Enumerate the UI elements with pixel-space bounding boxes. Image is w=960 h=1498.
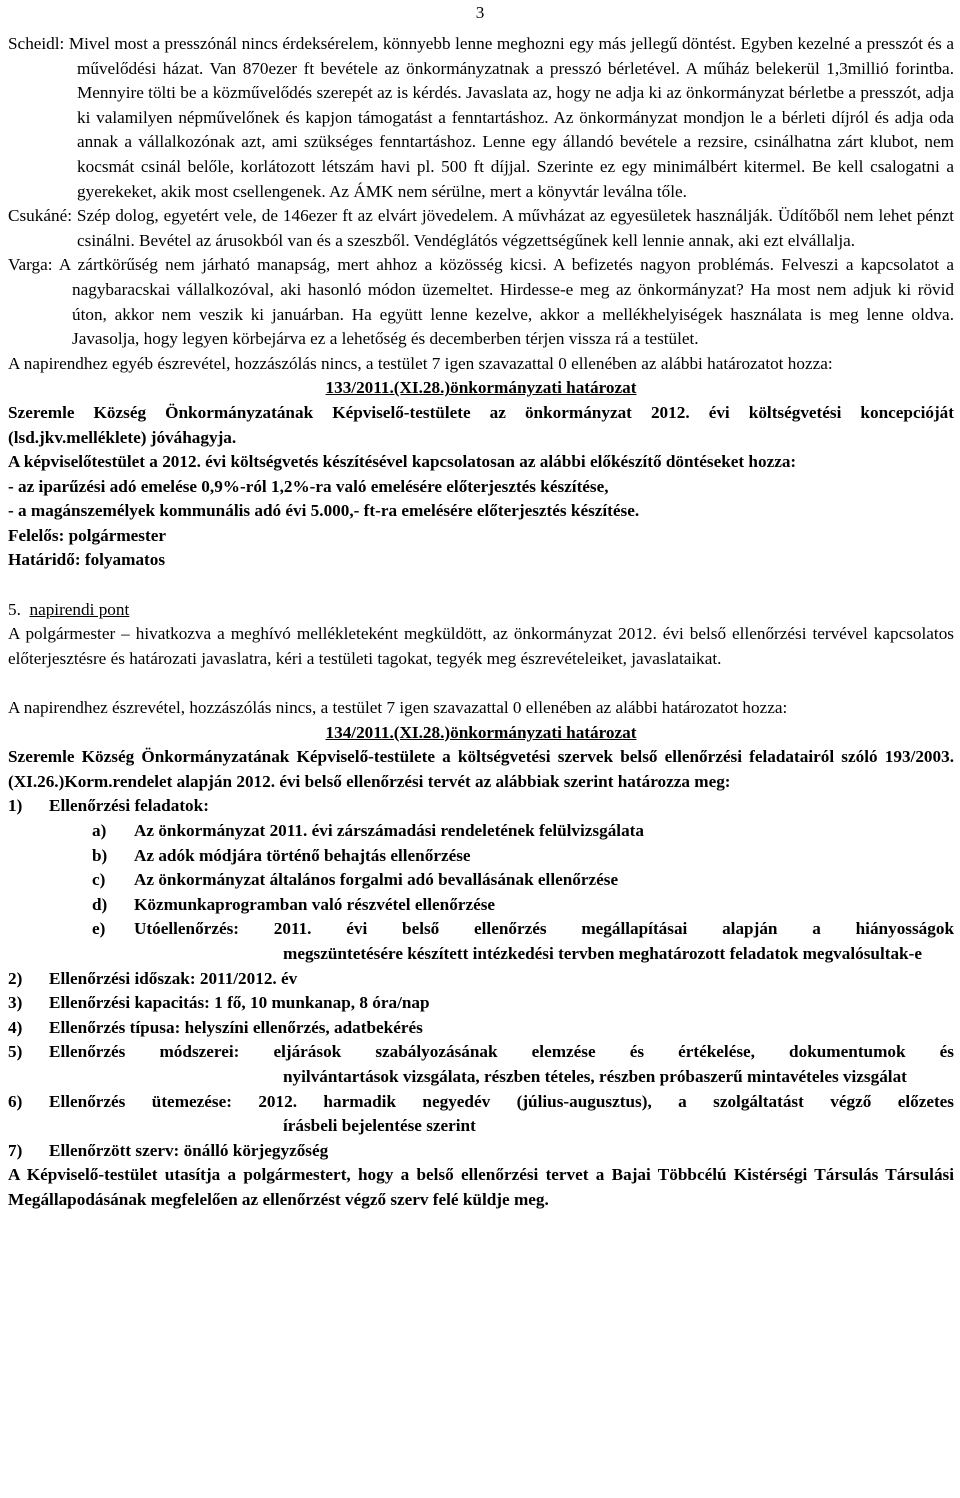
resolution-1-deadline: Határidő: folyamatos: [8, 550, 166, 570]
list-text: Ellenőrzés típusa: helyszíni ellenőrzés, adatbekérés: [49, 1017, 423, 1037]
sublist-letter: b): [92, 845, 108, 865]
sublist-item-d: [8, 893, 954, 918]
resolution-2-body: Szeremle Község Önkormányzatának Képviselő-testülete a költségvetési szervek belső ellenőrzési feladatairól szóló 193/2003.(XI.26.)Korm.rendelet alapján 2012. évi belső ellenőrzési tervét az alábbiak szerint határozza meg:: [8, 747, 954, 791]
sublist-item-a: [8, 819, 954, 844]
sublist-letter: e): [92, 919, 106, 939]
list-text: Ellenőrzési kapacitás: 1 fő, 10 munkanap, 8 óra/nap: [49, 993, 430, 1013]
sublist-text: Az adók módjára történő behajtás ellenőrzése: [134, 845, 471, 865]
list-item-1: [8, 794, 954, 819]
sublist-item-e-continuation: megszüntetésére készített intézkedési tervben meghatározott feladatok megvalósultak-e: [283, 943, 922, 963]
list-item-3: [8, 991, 954, 1016]
sublist-text: Közmunkaprogramban való részvétel ellenőrzése: [134, 894, 496, 914]
paragraph-mayor: A polgármester – hivatkozva a meghívó mellékleteként megküldött, az önkormányzat 2012. évi belső ellenőrzési tervével kapcsolatos előterjesztésre és határozati javaslatra, kéri a testületi tagokat, tegyék meg észrevételeiket, javaslataikat.: [8, 624, 954, 668]
list-number: 2): [8, 968, 23, 988]
agenda-number: 5.: [8, 599, 21, 619]
paragraph-scheidl: Scheidl: Mivel most a presszónál nincs érdeksérelem, könnyebb lenne meghozni egy más jellegű döntést. Egyben kezelné a presszót és a művelődési házat. Van 870ezer ft bevétele az önkormányzatnak a presszó bérletével. A műház belekerül 1,3millió forintba. Mennyire tölti be a közművelődés szerepét az is kérdés. Javaslata az, hogy ne adja ki az önkormányzat bérletbe a presszót, adja ki valamilyen népművelőnek és kapjon támogatást a fenntartáshoz. Az önkormányzat mondjon le a bérleti díjról és adja oda annak a vállalkozónak azt, ami szükséges fenntartáshoz. Lenne egy állandó bevétele a rezsire, csinálhatna zárt klubot, nem kocsmát csinál belőle, korlátozott létszám havi pl. 500 ft díjjal. Szerinte ez egy minimálbért kitermel. Be kell csalogatni a gyerekeket, akik most csellengenek. Az ÁMK nem sérülne, mert a könyvtár leválna tőle.: [8, 34, 954, 201]
list-number: 3): [8, 993, 23, 1013]
resolution-1-responsible: Felelős: polgármester: [8, 525, 166, 545]
sublist-text: Az önkormányzat 2011. évi zárszámadási rendeletének felülvizsgálata: [134, 821, 644, 840]
sublist-item-e: [8, 917, 954, 942]
resolution-1-body-2: A képviselőtestület a 2012. évi költségvetés készítésével kapcsolatosan az alábbi előkészítő döntéseket hozza:: [8, 452, 797, 472]
sublist-letter: a): [92, 821, 107, 840]
resolution-1-item-2: - a magánszemélyek kommunális adó évi 5.000,- ft-ra emelésére előterjesztés készítése.: [8, 501, 640, 521]
list-text: Ellenőrzési feladatok:: [49, 796, 209, 816]
paragraph-vote-1: A napirendhez egyéb észrevétel, hozzászólás nincs, a testület 7 igen szavazattal 0 ellenében az alábbi határozatot hozza:: [8, 353, 833, 373]
resolution-1-item-1: - az iparűzési adó emelése 0,9%-ról 1,2%-ra való emelésére előterjesztés készítése,: [8, 476, 609, 496]
list-number: 5): [8, 1042, 23, 1062]
list-item-5: [8, 1040, 954, 1065]
resolution-1-title: 133/2011.(XI.28.)önkormányzati határozat: [325, 378, 637, 398]
agenda-heading: [8, 598, 954, 623]
list-number: 6): [8, 1091, 23, 1111]
list-item-6-continuation: írásbeli bejelentése szerint: [283, 1116, 476, 1136]
agenda-label: napirendi pont: [29, 599, 130, 619]
paragraph-varga: Varga: A zártkörűség nem járható manapság, mert ahhoz a közösség kicsi. A befizetés nagyon problémás. Felveszi a kapcsolatot a nagybaracskai vállalkozóval, aki hasonló módon üzemeltet. Hirdesse-e meg az önkormányzat? Ha most nem adjuk ki rövid úton, akkor nem veszik ki januárban. Ha együtt lenne kezelve, akkor a mellékhelyiségek használata is meg lenne oldva. Javasolja, hogy legyen körbejárva ez a lehetőség és decemberben térjen vissza rá a testület.: [8, 255, 954, 349]
sublist-letter: d): [92, 894, 108, 914]
list-item-7: [8, 1139, 954, 1164]
sublist-letter: c): [92, 870, 106, 890]
list-item-6: [8, 1090, 954, 1115]
list-item-4: [8, 1016, 954, 1041]
sublist-item-c: [8, 868, 954, 893]
list-text: Ellenőrzés módszerei: eljárások szabályozásának elemzése és értékelése, dokumentumok és: [49, 1042, 954, 1062]
list-item-2: [8, 967, 954, 992]
document-body: [8, 32, 954, 1213]
resolution-1-body: Szeremle Község Önkormányzatának Képviselő-testülete az önkormányzat 2012. évi költségvetési koncepcióját (lsd.jkv.melléklete) jóváhagyja.: [8, 402, 954, 447]
list-number: 4): [8, 1017, 23, 1037]
list-item-5-continuation: nyilvántartások vizsgálata, részben tételes, részben próbaszerű mintavételes vizsgálat: [283, 1066, 907, 1086]
final-paragraph: A Képviselő-testület utasítja a polgármestert, hogy a belső ellenőrzési tervet a Bajai Többcélú Kistérségi Társulás Társulási Megállapodásának megfelelően az ellenőrzést végző szerv felé küldje meg.: [8, 1165, 954, 1209]
sublist-item-b: [8, 844, 954, 869]
paragraph-csukane: Csukáné: Szép dolog, egyetért vele, de 146ezer ft az elvárt jövedelem. A művházat az egyesületek használják. Üdítőből nem lehet pénzt csinálni. Bevétel az árusokból van és a szeszből. Vendéglátós végzettségűnek kell lennie annak, aki ezt elvállalja.: [8, 206, 954, 250]
paragraph-vote-2: A napirendhez észrevétel, hozzászólás nincs, a testület 7 igen szavazattal 0 ellenében az alábbi határozatot hozza:: [8, 698, 788, 718]
sublist-text: Utóellenőrzés: 2011. évi belső ellenőrzés megállapításai alapján a hiányosságok: [134, 919, 954, 939]
list-text: Ellenőrzési időszak: 2011/2012. év: [49, 968, 298, 988]
list-number: 1): [8, 796, 23, 816]
list-text: Ellenőrzés ütemezése: 2012. harmadik negyedév (július-augusztus), a szolgáltatást végző előzetes: [49, 1091, 954, 1111]
resolution-2-title: 134/2011.(XI.28.)önkormányzati határozat: [325, 722, 637, 742]
page-number: 3: [475, 3, 485, 22]
list-text: Ellenőrzött szerv: önálló körjegyzőség: [49, 1140, 329, 1160]
sublist-text: Az önkormányzat általános forgalmi adó bevallásának ellenőrzése: [134, 870, 619, 890]
list-number: 7): [8, 1140, 23, 1160]
